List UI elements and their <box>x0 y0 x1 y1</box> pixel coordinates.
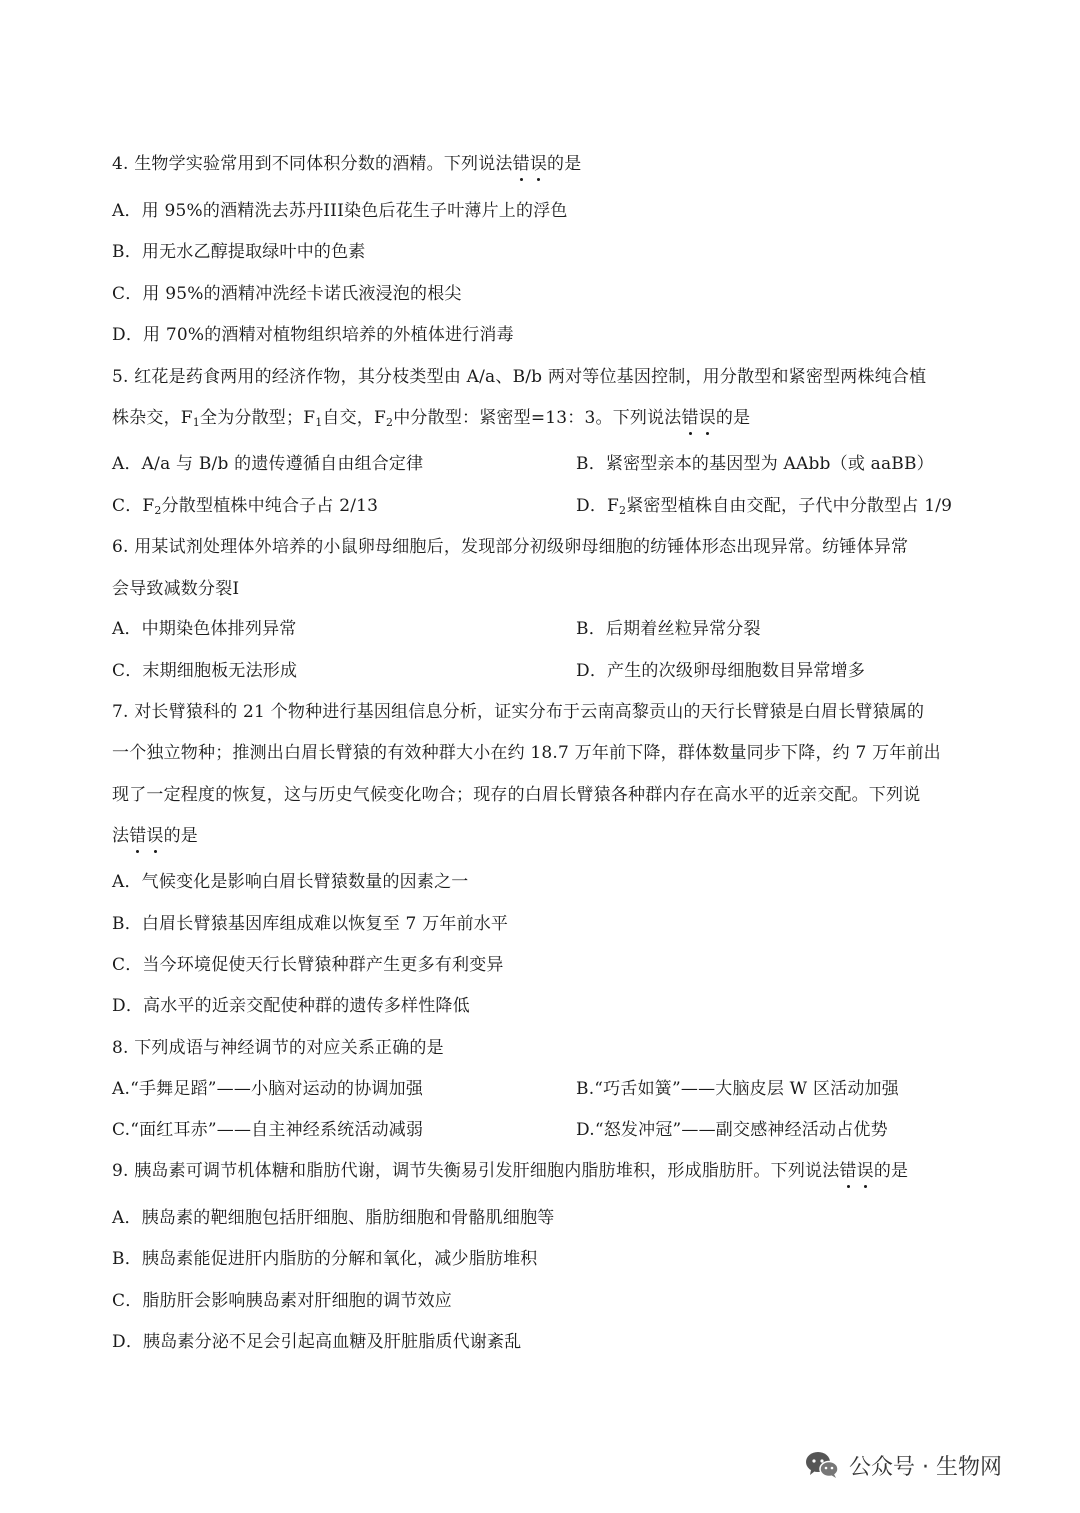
q5-option-c-text: 分散型植株中纯合子占 2/13 <box>161 496 379 516</box>
emphasis-char: 错 <box>129 826 147 846</box>
q5-line2-part: 中分散型：紧密型=13：3。下列说法 <box>393 408 682 428</box>
q9-option-c: C．脂肪肝会影响胰岛素对肝细胞的调节效应 <box>112 1291 453 1311</box>
subscript: 2 <box>619 504 627 517</box>
q7-stem-line3: 现了一定程度的恢复，这与历史气候变化吻合；现存的白眉长臂猿各种群内存在高水平的近亲交配。下列说 <box>112 785 921 805</box>
q4-option-d: D．用 70%的酒精对植物组织培养的外植体进行消毒 <box>112 325 514 345</box>
q5-option-d-text: 紧密型植株自由交配，子代中分散型占 1/9 <box>626 496 953 516</box>
q9-option-b: B．胰岛素能促进肝内脂肪的分解和氧化，减少脂肪堆积 <box>112 1249 538 1269</box>
q8-option-a: A.“手舞足蹈”——小脑对运动的协调加强 <box>112 1079 424 1099</box>
emphasis-char: 误 <box>698 408 716 428</box>
watermark <box>805 1448 1002 1482</box>
subscript: 1 <box>192 416 200 429</box>
q9-stem-text: 9. 胰岛素可调节机体糖和脂肪代谢，调节失衡易引发肝细胞内脂肪堆积，形成脂肪肝。下列说法 <box>112 1161 840 1181</box>
q5-option-d-prefix: D．F <box>576 496 620 516</box>
wechat-icon <box>805 1450 839 1480</box>
q7-line4-end: 的是 <box>163 826 199 846</box>
q7-stem-line4 <box>112 825 198 847</box>
q7-option-d: D．高水平的近亲交配使种群的遗传多样性降低 <box>112 996 470 1016</box>
q5-line2-part: 自交，F <box>322 408 387 428</box>
subscript: 1 <box>315 416 323 429</box>
q4-stem-end: 的是 <box>547 154 582 174</box>
emphasis-char: 误 <box>146 826 164 846</box>
q8-stem: 8. 下列成语与神经调节的对应关系正确的是 <box>112 1038 444 1058</box>
q4-stem <box>112 153 581 175</box>
q9-option-a: A．胰岛素的靶细胞包括肝细胞、脂肪细胞和骨骼肌细胞等 <box>112 1208 555 1228</box>
q8-option-c: C.“面红耳赤”——自主神经系统活动减弱 <box>112 1120 424 1140</box>
q6-option-b: B．后期着丝粒异常分裂 <box>576 619 761 639</box>
q5-option-d <box>576 495 952 522</box>
q4-stem-text: 4. 生物学实验常用到不同体积分数的酒精。下列说法 <box>112 154 513 174</box>
q7-option-c: C．当今环境促使天行长臂猿种群产生更多有利变异 <box>112 955 504 975</box>
q5-option-c <box>112 495 378 522</box>
q4-option-c: C．用 95%的酒精冲洗经卡诺氏液浸泡的根尖 <box>112 284 462 304</box>
subscript: 2 <box>386 416 394 429</box>
q4-emphasis <box>513 154 547 174</box>
q9-option-d: D．胰岛素分泌不足会引起高血糖及肝脏脂质代谢紊乱 <box>112 1332 522 1352</box>
q7-option-a: A．气候变化是影响白眉长臂猿数量的因素之一 <box>112 872 469 892</box>
q5-option-c-prefix: C．F <box>112 496 155 516</box>
q9-stem-end: 的是 <box>873 1161 909 1181</box>
q9-stem <box>112 1160 908 1182</box>
q5-line2-part: 株杂交，F <box>112 408 193 428</box>
q6-option-c: C．末期细胞板无法形成 <box>112 661 298 681</box>
q5-emphasis <box>682 408 716 428</box>
q6-stem-line1: 6. 用某试剂处理体外培养的小鼠卵母细胞后，发现部分初级卵母细胞的纺锤体形态出现异常。纺锤体异常 <box>112 537 909 557</box>
q4-option-b: B．用无水乙醇提取绿叶中的色素 <box>112 242 366 262</box>
emphasis-char: 错 <box>839 1161 857 1181</box>
q6-stem-line2: 会导致减数分裂I <box>112 579 240 599</box>
q5-option-a: A．A/a 与 B/b 的遗传遵循自由组合定律 <box>112 454 424 474</box>
q8-option-d: D.“怒发冲冠”——副交感神经活动占优势 <box>576 1120 888 1140</box>
emphasis-char: 错 <box>681 408 699 428</box>
q7-line4-part: 法 <box>112 826 130 846</box>
emphasis-char: 误 <box>529 154 548 174</box>
emphasis-char: 误 <box>856 1161 874 1181</box>
q5-line2-end: 的是 <box>715 408 751 428</box>
q7-emphasis <box>129 826 163 846</box>
watermark-text: 公众号 · 生物网 <box>849 1454 1002 1480</box>
q6-option-a: A．中期染色体排列异常 <box>112 619 297 639</box>
q8-option-b: B.“巧舌如簧”——大脑皮层 W 区活动加强 <box>576 1079 899 1099</box>
q4-option-a: A．用 95%的酒精洗去苏丹III染色后花生子叶薄片上的浮色 <box>112 201 568 221</box>
q9-emphasis <box>839 1161 873 1181</box>
emphasis-char: 错 <box>512 154 530 174</box>
q7-stem-line2: 一个独立物种；推测出白眉长臂猿的有效种群大小在约 18.7 万年前下降，群体数量同步下降，约 7 万年前出 <box>112 743 941 763</box>
q5-stem-line1: 5. 红花是药食两用的经济作物，其分枝类型由 A/a、B/b 两对等位基因控制，用分散型和紧密型两株纯合植 <box>112 367 927 387</box>
q5-line2-part: 全为分散型；F <box>200 408 316 428</box>
q5-option-b: B．紧密型亲本的基因型为 AAbb（或 aaBB） <box>576 454 934 474</box>
q7-option-b: B．白眉长臂猿基因库组成难以恢复至 7 万年前水平 <box>112 914 509 934</box>
q6-option-d: D．产生的次级卵母细胞数目异常增多 <box>576 661 866 681</box>
q7-stem-line1: 7. 对长臂猿科的 21 个物种进行基因组信息分析，证实分布于云南高黎贡山的天行长臂猿是白眉长臂猿属的 <box>112 702 925 722</box>
q5-stem-line2 <box>112 407 750 434</box>
subscript: 2 <box>154 504 162 517</box>
